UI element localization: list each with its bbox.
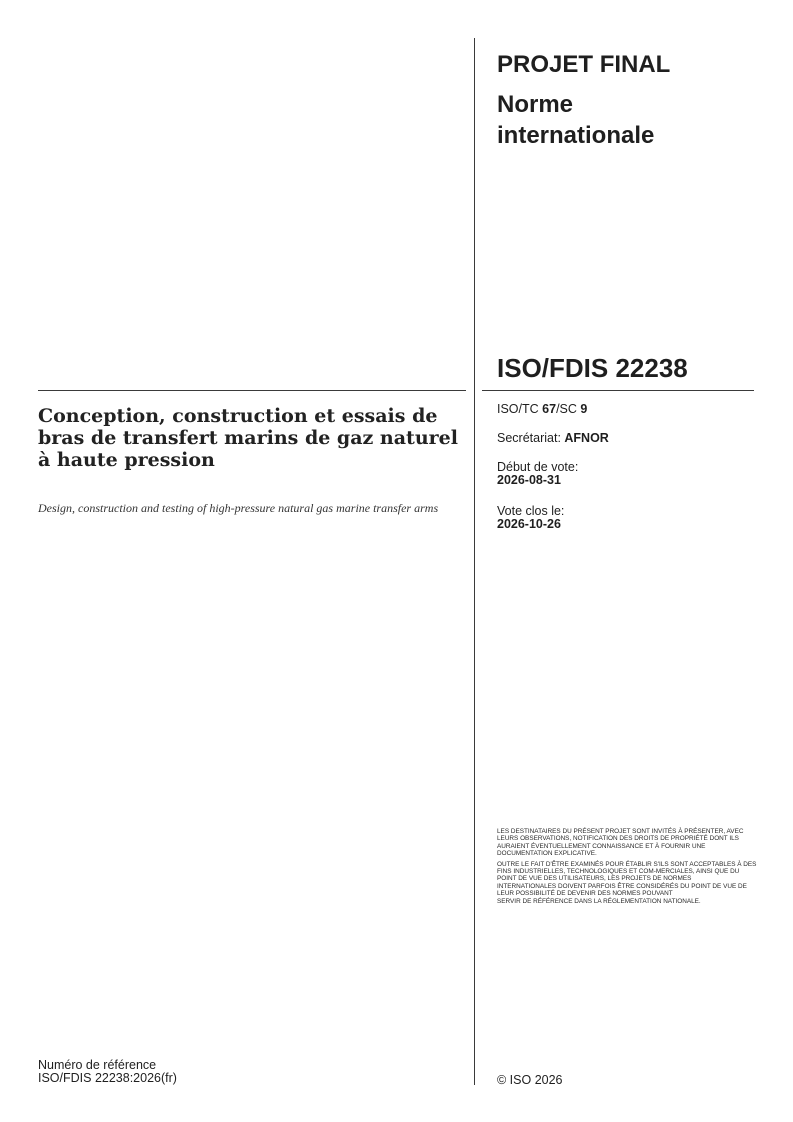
ballot-start-date: 2026-08-31 — [497, 473, 561, 487]
ballot-end — [497, 505, 564, 531]
ballot-end-date: 2026-10-26 — [497, 517, 561, 531]
document-number: ISO/FDIS 22238 — [497, 353, 688, 383]
title-rule-right — [482, 390, 754, 391]
reference-number: ISO/FDIS 22238:2026(fr) — [38, 1071, 177, 1085]
copyright: © ISO 2026 — [497, 1073, 563, 1087]
reference-label: Numéro de référence — [38, 1058, 157, 1072]
ballot-start-label: Début de vote: — [497, 460, 579, 474]
vertical-divider — [474, 38, 475, 1085]
committee-reference: ISO/TC 67/SC 9 — [497, 402, 588, 416]
title-french: Conception, construction et essais de bras de transfert marins de gaz naturel à haute pression — [38, 405, 458, 471]
title-rule-left — [38, 390, 466, 391]
notice-paragraph-1: LES DESTINATAIRES DU PRÉSENT PROJET SONT INVITÉS À PRÉSENTER, AVEC LEURS OBSERVATIONS, NOTIFICATION DES DROITS DE PROPRIÉTÉ DONT ILS AURAIENT ÉVENTUELLEMENT CONNAISSANCE ET À FOURNIR UNE DOCUMENTATION EXPLICATIVE. — [497, 828, 744, 858]
secretariat: Secrétariat: AFNOR — [497, 431, 609, 445]
ballot-end-label: Vote clos le: — [497, 504, 565, 518]
ballot-start — [497, 461, 578, 487]
document-status: PROJET FINAL — [497, 51, 671, 78]
draft-notice — [497, 828, 757, 908]
document-type: Norme internationale — [497, 91, 655, 149]
reference-block — [38, 1059, 177, 1085]
notice-paragraph-2: OUTRE LE FAIT D'ÊTRE EXAMINÉS POUR ÉTABLIR S'ILS SONT ACCEPTABLES À DES FINS INDUSTRIELLES, TECHNOLOGIQUES ET COM-MERCIALES, AINSI QUE DU POINT DE VUE DES UTILISATEURS, LES PROJETS DE NORMES INTERNATIONALES DOIVENT PARFOIS ÊTRE CONSIDÉRÉS DU POINT DE VUE DE LEUR POSSIBILITÉ DE DEVENIR DES NORMES POUVANT SERVIR DE RÉFÉRENCE DANS LA RÉGLEMENTATION NATIONALE. — [497, 860, 757, 905]
title-english: Design, construction and testing of high-pressure natural gas marine transfer arms — [38, 501, 439, 515]
